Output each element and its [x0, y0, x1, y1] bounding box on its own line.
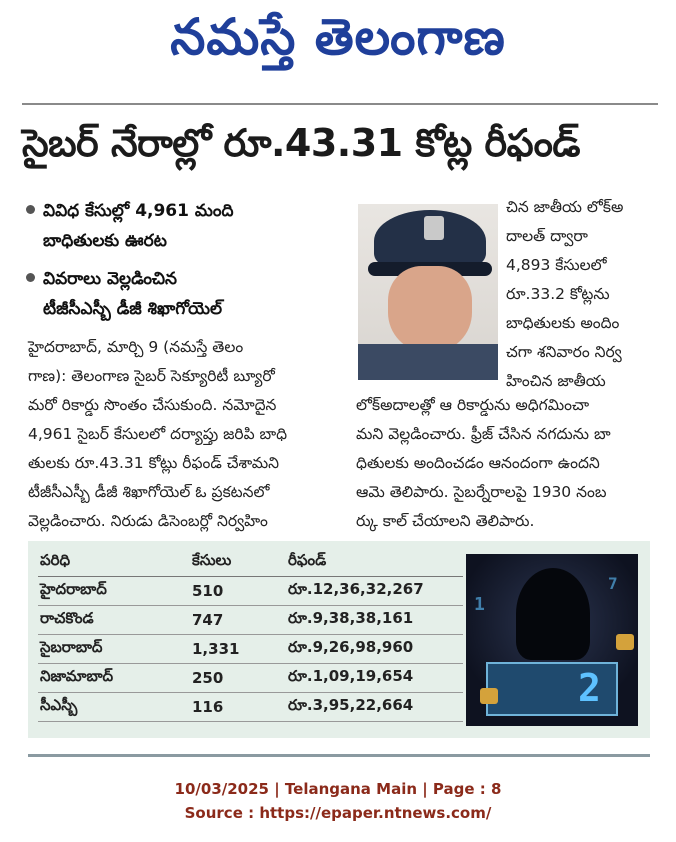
article-headline: సైబర్ నేరాల్లో రూ.43.31 కోట్ల రీఫండ్ [22, 121, 580, 165]
footer-edition: 10/03/2025 | Telangana Main | Page : 8 [174, 780, 502, 798]
bullet-icon [26, 273, 35, 282]
page-footer [0, 777, 676, 825]
body-line: చిన జాతీయ లోక్అ [506, 198, 624, 216]
table-cell: నిజామాబాద్ [38, 663, 188, 692]
header-divider [22, 103, 658, 105]
body-line: 4,893 కేసులలో [506, 256, 607, 274]
table-row [38, 605, 463, 634]
column-header: రీఫండ్ [286, 549, 463, 576]
footer-divider [28, 754, 650, 757]
lock-icon [616, 634, 634, 650]
table-cell: రూ.1,09,19,654 [286, 663, 463, 692]
highlight-line: వివిధ కేసుల్లో 4,961 మంది [43, 201, 234, 221]
table-cell: 250 [188, 663, 286, 692]
body-line: టీజీసీఎస్బీ డీజీ శిఖాగోయెల్ ఓ ప్రకటనలో [28, 483, 270, 501]
body-line: ర్కు కాల్ చేయాలని తెలిపారు. [356, 512, 535, 530]
officer-photo [358, 204, 498, 380]
column-header: పరిధి [38, 549, 188, 576]
digit-graphic: 7 [608, 574, 618, 593]
table-cell: హైదరాబాద్ [38, 576, 188, 605]
refund-table [38, 549, 463, 722]
uniform [358, 344, 498, 380]
table-cell: 116 [188, 692, 286, 721]
body-line: బాధితులకు అందిం [506, 314, 620, 332]
body-line: వెల్లడించారు. నిరుడు డిసెంబర్లో నిర్వహిం [28, 512, 268, 530]
table-header-row [38, 549, 463, 576]
body-line: తులకు రూ.43.31 కోట్లు రీఫండ్ చేశామని [28, 454, 280, 472]
article-highlights [26, 196, 356, 332]
digit-graphic: 2 [578, 666, 601, 710]
table-row [38, 576, 463, 605]
portrait-face [388, 266, 472, 352]
lock-icon [480, 688, 498, 704]
table-cell: రూ.9,38,38,161 [286, 605, 463, 634]
table-cell: 747 [188, 605, 286, 634]
hooded-figure [516, 568, 590, 660]
digit-graphic: 1 [474, 594, 485, 615]
body-line: ధితులకు అందించడం ఆనందంగా ఉందని [356, 454, 600, 472]
table-cell: సైబరాబాద్ [38, 634, 188, 663]
table-cell: రూ.9,26,98,960 [286, 634, 463, 663]
body-line: మరో రికార్డు సొంతం చేసుకుంది. నమోదైన [28, 396, 277, 414]
column-header: కేసులు [188, 549, 286, 576]
body-line: ఆమె తెలిపారు. సైబర్నేరాలపై 1930 నంబ [356, 483, 607, 501]
cap-badge-icon [424, 216, 444, 240]
highlight-line: వివరాలు వెల్లడించిన [43, 269, 177, 289]
body-line: 4,961 సైబర్ కేసులలో దర్యాప్తు జరిపి బాధి [28, 425, 288, 443]
body-line: దాలత్ ద్వారా [506, 227, 588, 245]
masthead-title: నమస్తే తెలంగాణ [170, 7, 506, 66]
footer-source: Source : https://epaper.ntnews.com/ [184, 804, 492, 822]
table-row [38, 692, 463, 721]
cyber-crime-illustration [466, 554, 638, 726]
body-line: హైదరాబాద్, మార్చి 9 (నమస్తే తెలం [28, 338, 244, 356]
highlight-line: టీజీసీఎస్బీ డీజీ శిఖాగోయెల్ [43, 299, 223, 319]
table-cell: రాచకొండ [38, 605, 188, 634]
body-line: రూ.33.2 కోట్లను [506, 285, 610, 303]
table-cell: 510 [188, 576, 286, 605]
highlight-item [26, 196, 356, 256]
article-body-right [356, 391, 656, 536]
table-cell: సీఎస్బీ [38, 692, 188, 721]
newspaper-masthead [0, 6, 676, 80]
body-line: లోక్అదాలత్లో ఆ రికార్డును అధిగమించా [356, 396, 590, 414]
body-line: చగా శనివారం నిర్వ [506, 343, 622, 361]
body-line: గాణ): తెలంగాణ సైబర్ సెక్యూరిటీ బ్యూరో [28, 367, 275, 385]
highlight-line: బాధితులకు ఊరట [43, 231, 167, 251]
table-cell: రూ.12,36,32,267 [286, 576, 463, 605]
article-body-left [28, 333, 354, 536]
table-row [38, 634, 463, 663]
table-row [38, 663, 463, 692]
table-cell: రూ.3,95,22,664 [286, 692, 463, 721]
highlight-item [26, 264, 356, 324]
body-line: మని వెల్లడించారు. ఫ్రీజ్ చేసిన నగదును బా [356, 425, 611, 443]
article-body-right-column [506, 193, 652, 396]
table-cell: 1,331 [188, 634, 286, 663]
bullet-icon [26, 205, 35, 214]
body-line: హించిన జాతీయ [506, 372, 606, 390]
